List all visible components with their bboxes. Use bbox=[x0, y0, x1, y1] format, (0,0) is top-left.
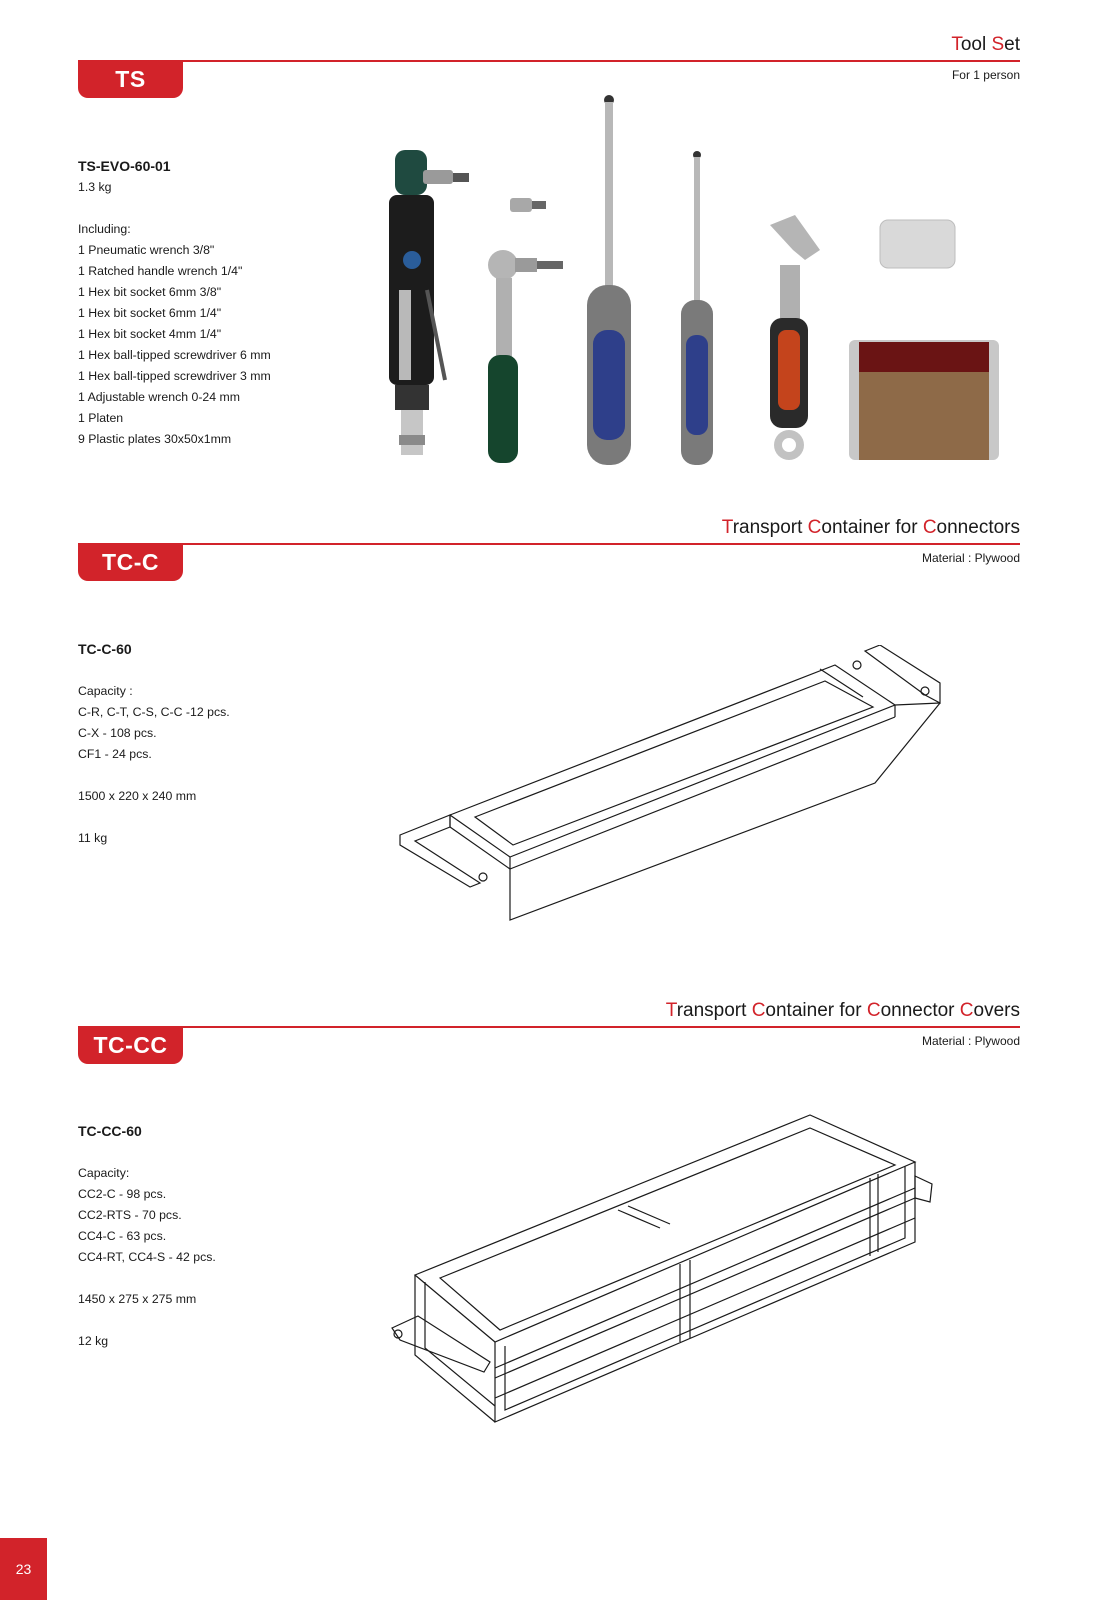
info-line: Capacity : bbox=[78, 684, 133, 698]
info-gap bbox=[78, 1268, 216, 1289]
info-line: 1 Pneumatic wrench 3/8" bbox=[78, 243, 215, 257]
info-line: CF1 - 24 pcs. bbox=[78, 747, 152, 761]
info-line: 1 Hex bit socket 6mm 3/8" bbox=[78, 285, 222, 299]
hex-bit-socket-image bbox=[510, 198, 546, 212]
info-gap bbox=[78, 765, 230, 786]
section-title: Transport Container for Connector Covers bbox=[665, 1000, 1020, 1021]
info-line: 12 kg bbox=[78, 1334, 109, 1348]
section-tag: TC-CC bbox=[78, 1026, 183, 1064]
info-line: 1 Hex bit socket 4mm 1/4" bbox=[78, 327, 222, 341]
tool-set-photo bbox=[375, 90, 1025, 475]
info-gap bbox=[78, 1142, 216, 1163]
info-line: Including: bbox=[78, 222, 131, 236]
section-tag: TS bbox=[78, 60, 183, 98]
section-rule bbox=[78, 60, 1020, 62]
info-line: CC2-C - 98 pcs. bbox=[78, 1187, 167, 1201]
pneumatic-wrench-image bbox=[389, 150, 469, 455]
product-info bbox=[78, 155, 271, 450]
info-line: 1 Hex ball-tipped screwdriver 6 mm bbox=[78, 348, 271, 362]
screwdriver-large-image bbox=[587, 95, 631, 465]
info-line: 1500 x 220 x 240 mm bbox=[78, 789, 197, 803]
product-info bbox=[78, 1120, 216, 1352]
info-line: CC4-RT, CC4-S - 42 pcs. bbox=[78, 1250, 216, 1264]
page-number: 23 bbox=[0, 1538, 47, 1600]
info-line: 9 Plastic plates 30x50x1mm bbox=[78, 432, 232, 446]
section-subtitle: Material : Plywood bbox=[921, 551, 1020, 565]
info-line: CC4-C - 63 pcs. bbox=[78, 1229, 167, 1243]
info-gap bbox=[78, 660, 230, 681]
section-rule bbox=[78, 1026, 1020, 1028]
info-gap bbox=[78, 1310, 216, 1331]
info-line: C-X - 108 pcs. bbox=[78, 726, 157, 740]
info-line: C-R, C-T, C-S, C-C -12 pcs. bbox=[78, 705, 230, 719]
info-line: 1 Platen bbox=[78, 411, 124, 425]
info-line: 1 Adjustable wrench 0-24 mm bbox=[78, 390, 240, 404]
product-code: TC-CC-60 bbox=[78, 1123, 142, 1139]
adjustable-wrench-image bbox=[770, 215, 820, 460]
info-line: 1 Hex bit socket 6mm 1/4" bbox=[78, 306, 222, 320]
info-gap bbox=[78, 807, 230, 828]
section-rule bbox=[78, 543, 1020, 545]
info-line: 1450 x 275 x 275 mm bbox=[78, 1292, 197, 1306]
platen-image bbox=[849, 340, 999, 460]
connector-container-drawing bbox=[395, 645, 955, 925]
connector-cover-container-drawing bbox=[390, 1110, 950, 1430]
section-subtitle: Material : Plywood bbox=[921, 1034, 1020, 1048]
ratchet-handle-image bbox=[488, 250, 563, 463]
section-subtitle: For 1 person bbox=[951, 68, 1020, 82]
screwdriver-small-image bbox=[681, 151, 713, 465]
plastic-plates-image bbox=[880, 220, 955, 268]
info-gap bbox=[78, 198, 271, 219]
info-line: 1.3 kg bbox=[78, 180, 112, 194]
info-line: 11 kg bbox=[78, 831, 108, 845]
product-code: TC-C-60 bbox=[78, 641, 132, 657]
section-title: Tool Set bbox=[951, 34, 1020, 55]
info-line: Capacity: bbox=[78, 1166, 130, 1180]
product-info bbox=[78, 638, 230, 849]
section-title: Transport Container for Connectors bbox=[721, 517, 1020, 538]
product-code: TS-EVO-60-01 bbox=[78, 158, 171, 174]
section-tag: TC-C bbox=[78, 543, 183, 581]
info-line: 1 Hex ball-tipped screwdriver 3 mm bbox=[78, 369, 271, 383]
info-line: CC2-RTS - 70 pcs. bbox=[78, 1208, 182, 1222]
info-line: 1 Ratched handle wrench 1/4" bbox=[78, 264, 243, 278]
